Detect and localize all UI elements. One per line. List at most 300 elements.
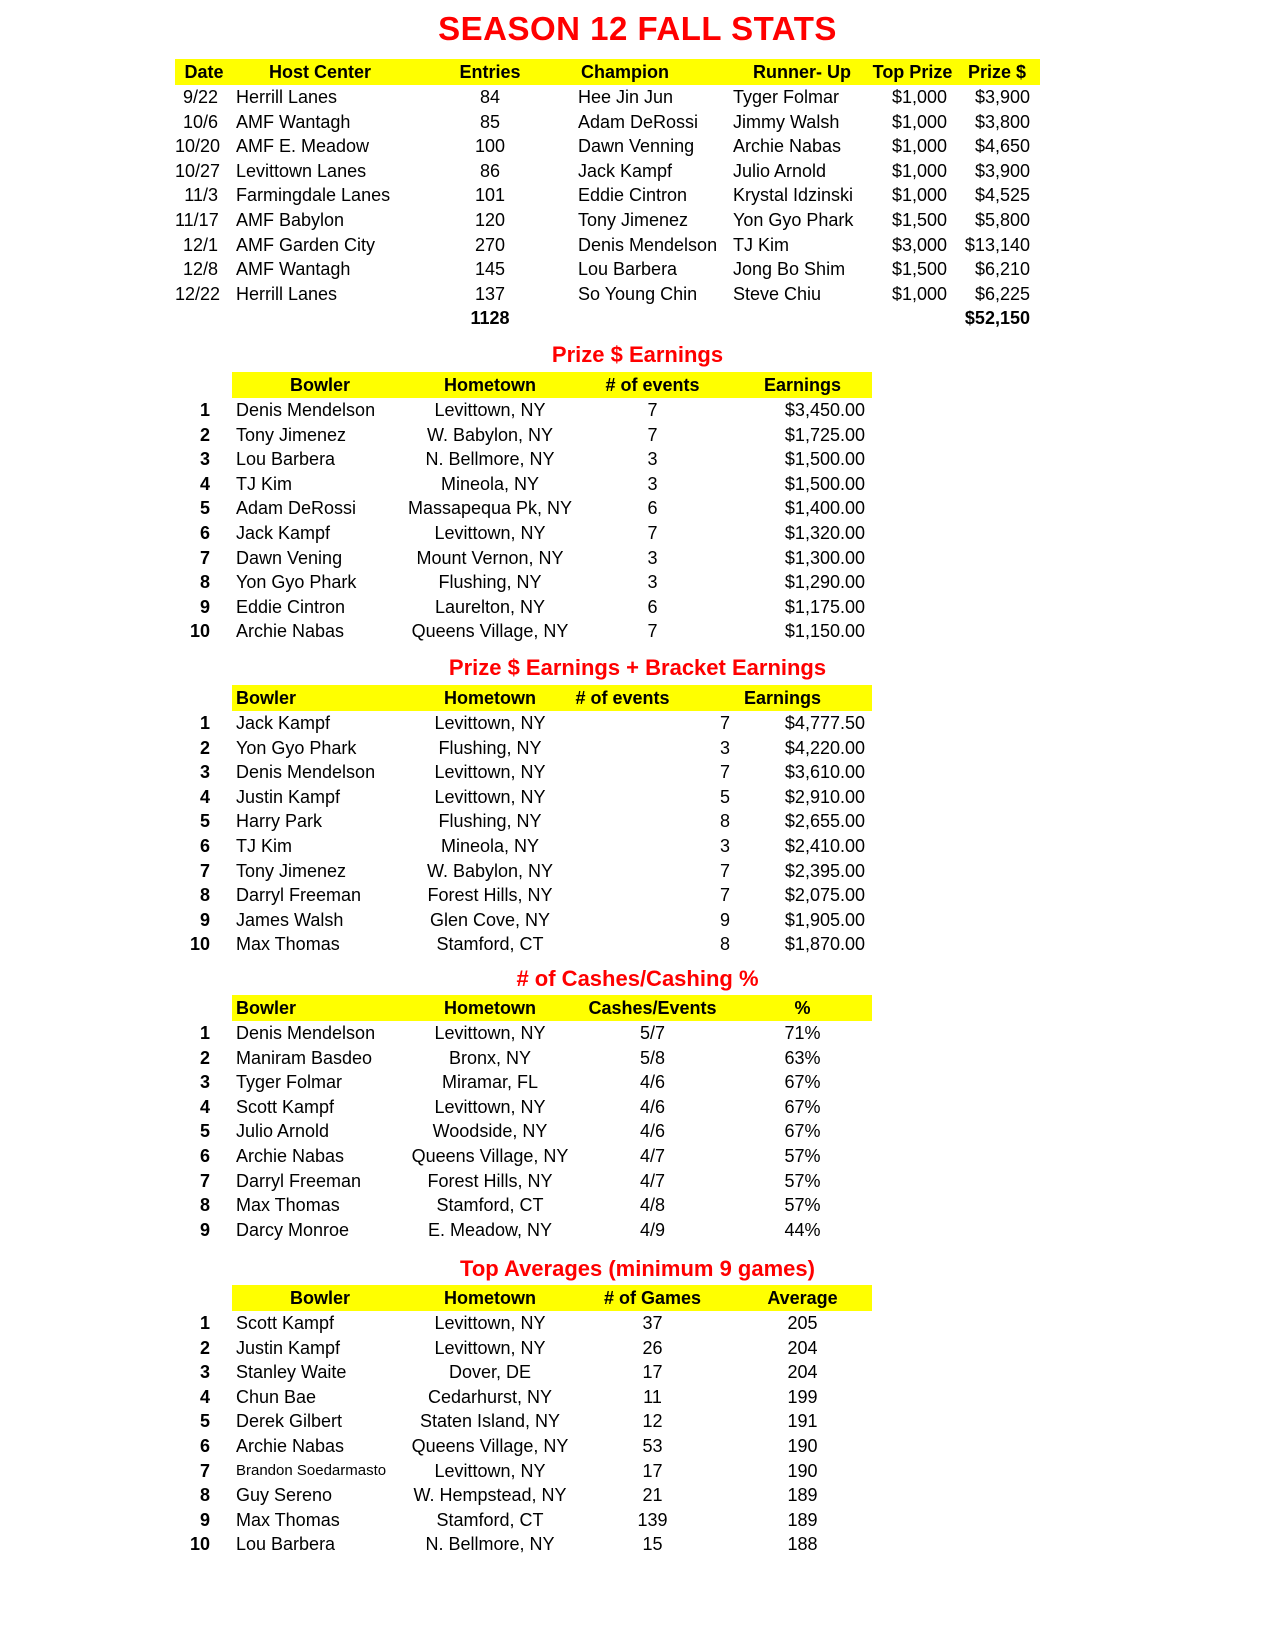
header-bowler: Bowler [236,688,297,708]
event-prize-total: $6,225 [974,283,1030,304]
rank: 7 [199,1460,210,1481]
rank: 9 [199,1219,210,1240]
hometown: Levittown, NY [434,1023,546,1043]
rank: 4 [199,786,210,807]
average: 190 [787,1436,818,1456]
games-count: 139 [637,1509,668,1530]
hometown: Cedarhurst, NY [427,1386,553,1407]
event-prize-total: $3,800 [974,111,1030,132]
event-row [175,182,1040,208]
games-count: 17 [642,1362,663,1383]
bowler-name: Chun Bae [236,1386,317,1407]
hometown: Stamford, CT [436,1509,544,1530]
event-runner-up: Krystal Idzinski [733,185,854,206]
event-entries: 86 [479,160,501,181]
bowler-name: Eddie Cintron [236,596,346,617]
event-prize-total: $6,210 [974,259,1030,280]
rank: 9 [199,596,210,617]
events-count: 7 [719,860,730,881]
cash-percent: 71% [784,1023,821,1043]
hometown: Flushing, NY [438,737,542,758]
cashes-events: 4/6 [639,1096,666,1117]
rank: 3 [199,1072,210,1093]
event-top-prize: $1,000 [891,136,947,157]
bowler-name: Max Thomas [236,1195,340,1216]
event-top-prize: $1,000 [891,87,947,107]
bowler-name: Yon Gyo Phark [236,572,357,593]
bowler-name: Lou Barbera [236,449,336,470]
averages-row [175,1335,875,1361]
header-bowler: Bowler [236,998,297,1018]
bowler-name: Darcy Monroe [236,1219,350,1240]
bowler-name: Lou Barbera [236,1534,336,1555]
averages-row [175,1310,875,1336]
event-champion: Denis Mendelson [578,234,718,255]
games-count: 21 [642,1485,663,1506]
event-entries: 137 [474,283,506,304]
averages-row [175,1408,875,1434]
rank: 5 [199,498,210,519]
rank: 7 [199,860,210,881]
event-champion: Adam DeRossi [578,111,699,132]
bracket_earnings-row [175,858,875,884]
prize_earnings-row [175,520,875,546]
hometown: Flushing, NY [438,572,542,593]
event-row [175,158,1040,184]
earnings: $1,500.00 [784,449,865,470]
event-top-prize: $1,000 [891,111,947,132]
event-row [175,84,1040,110]
events-count: 3 [647,572,658,593]
hometown: Levittown, NY [434,762,546,783]
cashes-row [175,1168,875,1194]
earnings: $1,870.00 [784,934,865,955]
header-champion: Champion [581,62,669,82]
rank: 8 [199,572,210,593]
rank: 8 [199,1195,210,1216]
prize_earnings-row [175,471,875,497]
cashes-row [175,1143,875,1169]
average: 204 [787,1362,818,1383]
bracket_earnings-row [175,808,875,834]
event-champion: Tony Jimenez [578,210,689,230]
cash-percent: 67% [784,1096,821,1117]
bowler-name: Denis Mendelson [236,762,376,783]
event-runner-up: TJ Kim [733,234,789,255]
rank: 6 [199,836,210,856]
rank: 5 [199,1411,210,1432]
average: 188 [787,1534,818,1555]
bowler-name: Dawn Vening [236,547,343,568]
bowler-name: Scott Kampf [236,1096,335,1117]
events-count: 8 [719,811,730,832]
averages-row [175,1359,875,1385]
prize_earnings-row [175,594,875,620]
bowler-name: Denis Mendelson [236,1023,376,1043]
header-runner-up: Runner- Up [753,62,851,82]
header-hometown: Hometown [444,1288,536,1308]
event-date: 10/27 [175,160,221,181]
hometown: Staten Island, NY [419,1411,561,1432]
bowler-name: Yon Gyo Phark [236,737,357,758]
event-row [175,109,1040,135]
rank: 1 [199,713,210,733]
earnings: $3,450.00 [784,400,865,420]
events-count: 6 [647,596,658,617]
rank: 10 [189,621,210,642]
earnings: $1,300.00 [784,547,865,568]
earnings: $1,500.00 [784,473,865,494]
hometown: N. Bellmore, NY [425,1534,555,1555]
header-entries: Entries [459,62,521,82]
rank: 5 [199,811,210,832]
hometown: E. Meadow, NY [427,1219,553,1240]
cash-percent: 57% [784,1195,821,1216]
hometown: W. Babylon, NY [426,424,554,445]
hometown: Queens Village, NY [411,1146,569,1166]
hometown: Stamford, CT [436,934,544,955]
events-count: 3 [719,737,730,758]
event-prize-total: $13,140 [964,234,1030,255]
hometown: Massapequa Pk, NY [407,498,573,519]
header-percent: % [794,998,811,1018]
games-count: 26 [642,1337,663,1358]
event-champion: Hee Jin Jun [578,87,674,107]
bowler-name: Tony Jimenez [236,860,347,881]
bracket_earnings-header-row [175,685,875,711]
events-count: 3 [719,836,730,856]
event-host-center: AMF Garden City [236,234,376,255]
earnings: $4,220.00 [784,737,865,758]
cashes-events: 5/7 [639,1023,666,1043]
games-count: 11 [643,1386,662,1407]
cash-percent: 63% [784,1047,821,1068]
event-host-center: AMF Wantagh [236,259,351,280]
cashes-events: 4/7 [639,1146,666,1166]
earnings: $1,400.00 [784,498,865,519]
bowler-name: Denis Mendelson [236,400,376,420]
event-row [175,207,1040,233]
prize_earnings-row [175,446,875,472]
games-count: 37 [642,1313,663,1333]
earnings: $2,655.00 [784,811,865,832]
event-runner-up: Tyger Folmar [733,87,840,107]
bowler-name: James Walsh [236,909,344,930]
bowler-name: Justin Kampf [236,786,341,807]
event-date: 11/17 [175,210,219,230]
hometown: Flushing, NY [438,811,542,832]
event-row [175,256,1040,282]
events-count: 7 [647,400,658,420]
cashes-events: 4/6 [639,1121,666,1142]
bracket_earnings-row [175,882,875,908]
cashes-events: 5/8 [639,1047,666,1068]
event-date: 12/22 [175,283,221,304]
events-count: 3 [647,449,658,470]
event-runner-up: Steve Chiu [733,283,822,304]
header-average: Average [767,1288,838,1308]
header-top-prize: Top Prize [872,62,953,82]
cashes-row [175,1192,875,1218]
rank: 7 [199,547,210,568]
games-count: 15 [642,1534,663,1555]
hometown: W. Babylon, NY [426,860,554,881]
event-entries: 85 [479,111,501,132]
event-date: 11/3 [184,185,218,206]
rank: 10 [189,934,210,955]
hometown: Mineola, NY [440,473,540,494]
hometown: Levittown, NY [434,400,546,420]
event-champion: Eddie Cintron [578,185,688,206]
averages-row [175,1433,875,1459]
cashes-row [175,1094,875,1120]
hometown: Glen Cove, NY [429,909,551,930]
header-host-center: Host Center [268,62,371,82]
bracket_earnings-row [175,907,875,933]
hometown: Queens Village, NY [411,1436,569,1456]
bowler-name: Darryl Freeman [236,1170,362,1191]
total-entries: 1128 [470,308,510,329]
bowler-name: Darryl Freeman [236,885,362,906]
event-runner-up: Jimmy Walsh [733,111,840,132]
earnings: $4,777.50 [784,713,865,733]
event-runner-up: Julio Arnold [733,160,827,181]
rank: 2 [199,1047,210,1068]
earnings: $3,610.00 [784,762,865,783]
earnings: $1,290.00 [784,572,865,593]
averages-row [175,1482,875,1508]
hometown: Levittown, NY [434,1313,546,1333]
rank: 6 [199,523,210,543]
event-top-prize: $1,000 [891,283,947,304]
rank: 3 [199,762,210,783]
prize_earnings-row [175,495,875,521]
events-count: 7 [647,523,658,543]
event-champion: Dawn Venning [578,136,695,157]
hometown: N. Bellmore, NY [425,449,555,470]
event-date: 10/6 [182,111,218,132]
hometown: Dover, DE [448,1362,532,1383]
prize_earnings-row [175,422,875,448]
bowler-name: Brandon Soedarmasto [236,1461,387,1479]
bracket_earnings-row [175,735,875,761]
rank: 6 [199,1436,210,1456]
event-entries: 120 [474,210,506,230]
earnings: $2,075.00 [784,885,865,906]
average: 189 [787,1509,818,1530]
bowler-name: Tyger Folmar [236,1072,343,1093]
header-earnings: Earnings [763,375,842,395]
event-prize-total: $3,900 [974,87,1030,107]
event-date: 12/1 [182,234,218,255]
hometown: Levittown, NY [434,713,546,733]
earnings: $1,725.00 [784,424,865,445]
event-host-center: Farmingdale Lanes [236,185,391,206]
cashes-row [175,1118,875,1144]
hometown: Queens Village, NY [411,621,569,642]
rank: 9 [199,1509,210,1530]
averages-row [175,1507,875,1533]
prize_earnings-row [175,545,875,571]
event-entries: 101 [474,185,506,206]
average: 189 [787,1485,818,1506]
hometown: Levittown, NY [434,786,546,807]
header-earnings: Earnings [743,688,822,708]
cashes-header-row [175,995,875,1021]
games-count: 17 [642,1460,663,1481]
event-entries: 100 [474,136,506,157]
header-events: # of events [575,688,670,708]
average: 205 [787,1313,818,1333]
earnings: $2,910.00 [784,786,865,807]
events-count: 7 [719,762,730,783]
rank: 2 [199,1337,210,1358]
total-prize: $52,150 [964,308,1030,329]
event-row [175,281,1040,307]
event-entries: 145 [474,259,506,280]
bowler-name: Scott Kampf [236,1313,335,1333]
events-count: 7 [647,424,658,445]
header-cashes-events: Cashes/Events [588,998,717,1018]
bracket_earnings-row [175,931,875,957]
cash-percent: 67% [784,1121,821,1142]
hometown: Forest Hills, NY [427,1170,553,1191]
average: 199 [787,1386,818,1407]
bowler-name: Archie Nabas [236,621,345,642]
rank: 3 [199,449,210,470]
event-top-prize: $1,000 [891,185,947,206]
event-row [175,133,1040,159]
hometown: Mineola, NY [440,836,540,856]
hometown: W. Hempstead, NY [413,1485,567,1506]
cashes-row [175,1069,875,1095]
event-host-center: AMF Wantagh [236,111,351,132]
prize-earnings-title: Prize $ Earnings [551,342,724,367]
rank: 7 [199,1170,210,1191]
hometown: Stamford, CT [436,1195,544,1216]
bowler-name: Adam DeRossi [236,498,357,519]
hometown: Miramar, FL [441,1072,538,1093]
cashes-events: 4/8 [639,1195,666,1216]
events-count: 3 [647,547,658,568]
hometown: Bronx, NY [448,1047,532,1068]
bracket_earnings-row [175,710,875,736]
cashes-row [175,1045,875,1071]
prize_earnings-row [175,618,875,644]
event-champion: Jack Kampf [578,160,673,181]
header-date: Date [184,62,224,82]
event-date: 10/20 [175,136,221,157]
header-hometown: Hometown [444,375,536,395]
event-top-prize: $3,000 [891,234,947,255]
event-prize-total: $5,800 [974,210,1030,230]
bowler-name: Derek Gilbert [236,1411,343,1432]
average: 190 [787,1460,818,1481]
hometown: Levittown, NY [434,523,546,543]
rank: 8 [199,1485,210,1506]
cash-percent: 67% [784,1072,821,1093]
event-entries: 84 [479,87,501,107]
rank: 2 [199,424,210,445]
bowler-name: Max Thomas [236,934,340,955]
event-champion: Lou Barbera [578,259,678,280]
rank: 10 [189,1534,210,1555]
event-runner-up: Jong Bo Shim [733,259,846,280]
event-prize-total: $4,525 [974,185,1030,206]
averages-row [175,1384,875,1410]
bowler-name: Harry Park [236,811,323,832]
bracket_earnings-row [175,833,875,859]
games-count: 53 [642,1436,663,1456]
bowler-name: Guy Sereno [236,1485,333,1506]
header-hometown: Hometown [444,688,536,708]
events-count: 3 [647,473,658,494]
earnings: $1,175.00 [784,596,865,617]
bowler-name: Julio Arnold [236,1121,330,1142]
event-champion: So Young Chin [578,283,698,304]
header-events: # of events [605,375,700,395]
bowler-name: Maniram Basdeo [236,1047,373,1068]
events-count: 5 [719,786,730,807]
earnings: $1,905.00 [784,909,865,930]
rank: 6 [199,1146,210,1166]
averages-header-row [175,1285,875,1311]
prize_earnings-row [175,397,875,423]
events-count: 7 [719,885,730,906]
cashes-events: 4/9 [639,1219,666,1240]
bowler-name: Tony Jimenez [236,424,347,445]
event-top-prize: $1,000 [891,160,947,181]
event-top-prize: $1,500 [891,210,947,230]
cash-percent: 57% [784,1170,821,1191]
header-bowler: Bowler [289,375,350,395]
header-bowler: Bowler [289,1288,350,1308]
rank: 2 [199,737,210,758]
events-count: 7 [719,713,730,733]
bracket_earnings-row [175,759,875,785]
average: 204 [787,1337,818,1358]
rank: 4 [199,1096,210,1117]
cashes-row [175,1217,875,1243]
bowler-name: Stanley Waite [236,1362,347,1383]
rank: 1 [199,400,210,420]
rank: 9 [199,909,210,930]
bowler-name: TJ Kim [236,836,292,856]
event-runner-up: Archie Nabas [733,136,842,157]
bowler-name: TJ Kim [236,473,292,494]
rank: 1 [199,1023,210,1043]
cashes-title: # of Cashes/Cashing % [516,966,759,991]
hometown: Forest Hills, NY [427,885,553,906]
rank: 3 [199,1362,210,1383]
event-runner-up: Yon Gyo Phark [733,210,854,230]
header-hometown: Hometown [444,998,536,1018]
event-prize-total: $4,650 [974,136,1030,157]
bowler-name: Jack Kampf [236,523,331,543]
events-total-row [175,305,1040,331]
events-count: 9 [719,909,730,930]
cashes-row [175,1020,875,1046]
event-host-center: Herrill Lanes [236,87,338,107]
prize_earnings-header-row [175,372,875,398]
event-top-prize: $1,500 [891,259,947,280]
averages-row [175,1458,875,1484]
events-header-row [175,59,1040,85]
cashes-events: 4/7 [639,1170,666,1191]
event-host-center: Levittown Lanes [236,160,367,181]
events-count: 7 [647,621,658,642]
averages-row [175,1531,875,1557]
